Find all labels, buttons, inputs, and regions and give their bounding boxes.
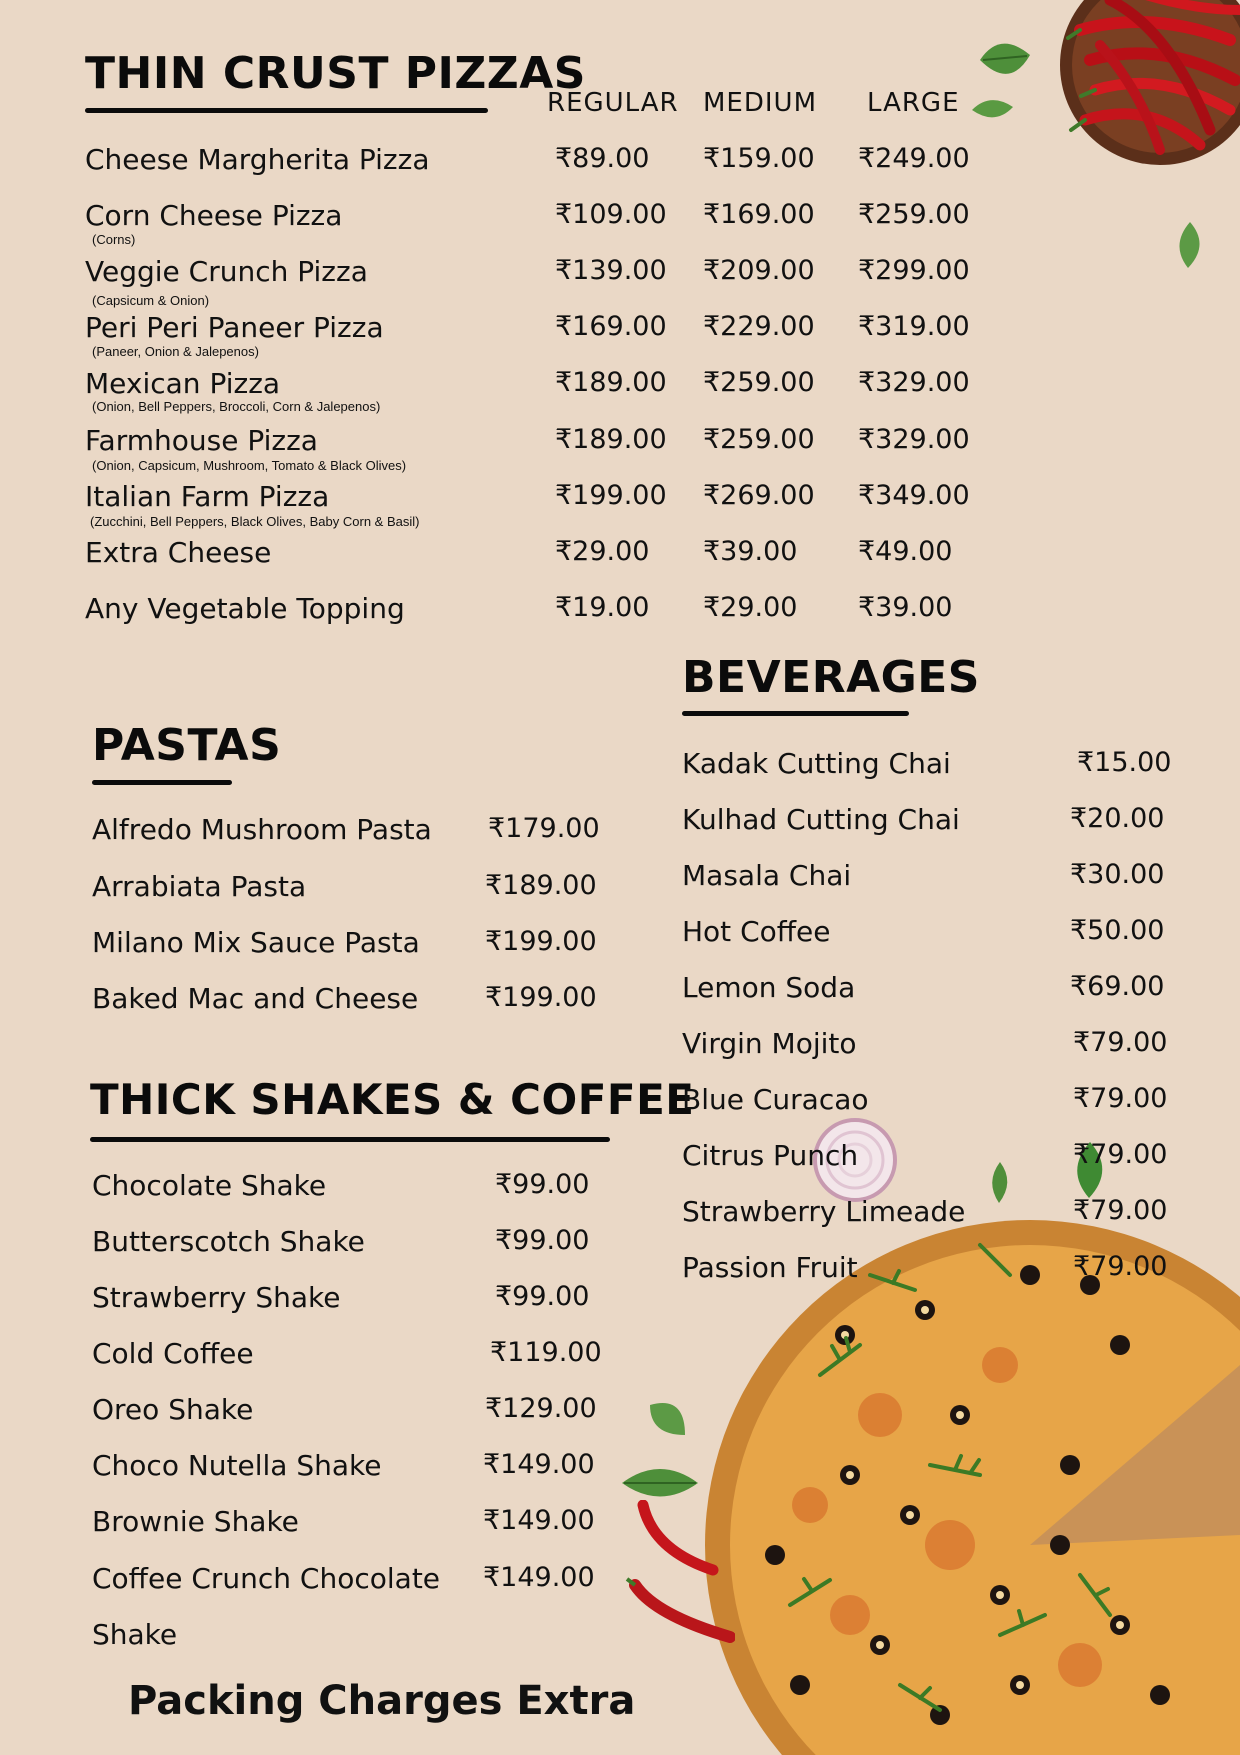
price-large: ₹49.00 <box>858 536 953 567</box>
beverage-item <box>0 1251 1240 1291</box>
beverages-title: BEVERAGES <box>682 652 980 703</box>
item-price: ₹69.00 <box>1070 971 1165 1002</box>
pizza-item <box>0 367 1240 414</box>
price-medium: ₹259.00 <box>703 424 815 455</box>
shakes-title: THICK SHAKES & COFFEE <box>90 1075 695 1124</box>
item-name: Alfredo Mushroom Pasta <box>92 813 432 846</box>
item-name: Veggie Crunch Pizza <box>85 255 368 288</box>
item-price: ₹99.00 <box>495 1225 590 1256</box>
price-medium: ₹29.00 <box>703 592 798 623</box>
pizza-item <box>0 311 1240 359</box>
beverage-item <box>0 803 1240 843</box>
item-name: Corn Cheese Pizza <box>85 199 343 232</box>
item-price: ₹199.00 <box>485 982 597 1013</box>
pizzas-title-underline <box>85 108 488 113</box>
price-regular: ₹189.00 <box>555 424 667 455</box>
pizza-item <box>0 480 1240 529</box>
pizza-item <box>0 592 1240 632</box>
item-price: ₹149.00 <box>483 1505 595 1536</box>
beverage-item <box>0 915 1240 955</box>
pizza-item <box>0 199 1240 247</box>
shake-item <box>0 1393 1240 1433</box>
column-header-medium: MEDIUM <box>703 88 818 118</box>
price-large: ₹349.00 <box>858 480 970 511</box>
item-price: ₹129.00 <box>485 1393 597 1424</box>
item-ingredients: (Paneer, Onion & Jalepenos) <box>92 344 259 359</box>
item-name: Mexican Pizza <box>85 367 281 400</box>
item-ingredients: (Onion, Bell Peppers, Broccoli, Corn & Jalepenos) <box>92 399 381 414</box>
item-ingredients: (Capsicum & Onion) <box>92 293 210 308</box>
price-large: ₹329.00 <box>858 424 970 455</box>
price-medium: ₹39.00 <box>703 536 798 567</box>
item-price: ₹50.00 <box>1070 915 1165 946</box>
item-name: Cold Coffee <box>92 1337 254 1370</box>
item-name: Strawberry Limeade <box>682 1195 966 1228</box>
beverage-item <box>0 1083 1240 1123</box>
item-price: ₹149.00 <box>483 1562 595 1593</box>
shake-item-continued <box>0 1618 1240 1658</box>
item-ingredients: (Corns) <box>92 232 136 247</box>
item-ingredients: (Zucchini, Bell Peppers, Black Olives, Baby Corn & Basil) <box>90 514 420 529</box>
pastas-title: PASTAS <box>92 720 282 771</box>
item-price: ₹79.00 <box>1073 1027 1168 1058</box>
item-name: Kulhad Cutting Chai <box>682 803 960 836</box>
item-price: ₹179.00 <box>488 813 600 844</box>
item-ingredients: (Onion, Capsicum, Mushroom, Tomato & Black Olives) <box>92 458 407 473</box>
item-name: Blue Curacao <box>682 1083 869 1116</box>
item-name: Passion Fruit <box>682 1251 858 1284</box>
item-name: Cheese Margherita Pizza <box>85 143 430 176</box>
item-price: ₹30.00 <box>1070 859 1165 890</box>
item-name: Masala Chai <box>682 859 852 892</box>
item-name: Peri Peri Paneer Pizza <box>85 311 384 344</box>
item-price: ₹79.00 <box>1073 1083 1168 1114</box>
price-medium: ₹169.00 <box>703 199 815 230</box>
basil-leaf-icon <box>975 30 1035 90</box>
beverage-item <box>0 1027 1240 1067</box>
beverage-item <box>0 1195 1240 1235</box>
shake-item <box>0 1505 1240 1545</box>
price-regular: ₹29.00 <box>555 536 650 567</box>
beverage-item <box>0 971 1240 1011</box>
basil-leaf-icon <box>970 92 1015 127</box>
packing-charges-note: Packing Charges Extra <box>128 1678 636 1724</box>
item-name: Oreo Shake <box>92 1393 254 1426</box>
item-price: ₹189.00 <box>485 870 597 901</box>
item-name: Choco Nutella Shake <box>92 1449 382 1482</box>
column-header-regular: REGULAR <box>547 88 679 118</box>
shake-item <box>0 1337 1240 1377</box>
item-name: Brownie Shake <box>92 1505 299 1538</box>
item-name: Butterscotch Shake <box>92 1225 365 1258</box>
item-name: Farmhouse Pizza <box>85 424 318 457</box>
pizza-item <box>0 536 1240 576</box>
item-price: ₹79.00 <box>1073 1139 1168 1170</box>
item-price: ₹20.00 <box>1070 803 1165 834</box>
item-name: Italian Farm Pizza <box>85 480 330 513</box>
pizzas-title: THIN CRUST PIZZAS <box>85 48 586 99</box>
price-large: ₹299.00 <box>858 255 970 286</box>
item-name: Coffee Crunch Chocolate <box>92 1562 441 1595</box>
price-large: ₹319.00 <box>858 311 970 342</box>
item-price: ₹119.00 <box>490 1337 602 1368</box>
item-name: Extra Cheese <box>85 536 272 569</box>
price-medium: ₹159.00 <box>703 143 815 174</box>
beverage-item <box>0 859 1240 899</box>
beverage-item <box>0 1139 1240 1179</box>
item-price: ₹199.00 <box>485 926 597 957</box>
price-large: ₹329.00 <box>858 367 970 398</box>
shake-item <box>0 1562 1240 1602</box>
price-regular: ₹169.00 <box>555 311 667 342</box>
item-price: ₹79.00 <box>1073 1195 1168 1226</box>
item-name: Kadak Cutting Chai <box>682 747 951 780</box>
price-medium: ₹209.00 <box>703 255 815 286</box>
beverages-title-underline <box>682 711 909 716</box>
item-price: ₹99.00 <box>495 1169 590 1200</box>
price-regular: ₹109.00 <box>555 199 667 230</box>
item-name: Baked Mac and Cheese <box>92 982 419 1015</box>
price-regular: ₹19.00 <box>555 592 650 623</box>
price-regular: ₹139.00 <box>555 255 667 286</box>
item-price: ₹99.00 <box>495 1281 590 1312</box>
item-name: Citrus Punch <box>682 1139 859 1172</box>
price-large: ₹39.00 <box>858 592 953 623</box>
price-medium: ₹259.00 <box>703 367 815 398</box>
item-name: Any Vegetable Topping <box>85 592 405 625</box>
price-medium: ₹269.00 <box>703 480 815 511</box>
item-name: Virgin Mojito <box>682 1027 857 1060</box>
price-large: ₹259.00 <box>858 199 970 230</box>
item-name: Milano Mix Sauce Pasta <box>92 926 420 959</box>
item-name: Strawberry Shake <box>92 1281 341 1314</box>
beverage-item <box>0 747 1240 787</box>
price-regular: ₹189.00 <box>555 367 667 398</box>
pizza-item <box>0 143 1240 183</box>
price-medium: ₹229.00 <box>703 311 815 342</box>
pizza-item <box>0 255 1240 308</box>
price-large: ₹249.00 <box>858 143 970 174</box>
price-regular: ₹199.00 <box>555 480 667 511</box>
price-regular: ₹89.00 <box>555 143 650 174</box>
item-name: Hot Coffee <box>682 915 831 948</box>
shake-item <box>0 1449 1240 1489</box>
pizza-item <box>0 424 1240 473</box>
column-header-large: LARGE <box>867 88 960 118</box>
item-name: Arrabiata Pasta <box>92 870 307 903</box>
item-price: ₹79.00 <box>1073 1251 1168 1282</box>
item-name: Chocolate Shake <box>92 1169 327 1202</box>
item-price: ₹149.00 <box>483 1449 595 1480</box>
item-name-continued: Shake <box>92 1618 178 1651</box>
item-price: ₹15.00 <box>1077 747 1172 778</box>
item-name: Lemon Soda <box>682 971 856 1004</box>
